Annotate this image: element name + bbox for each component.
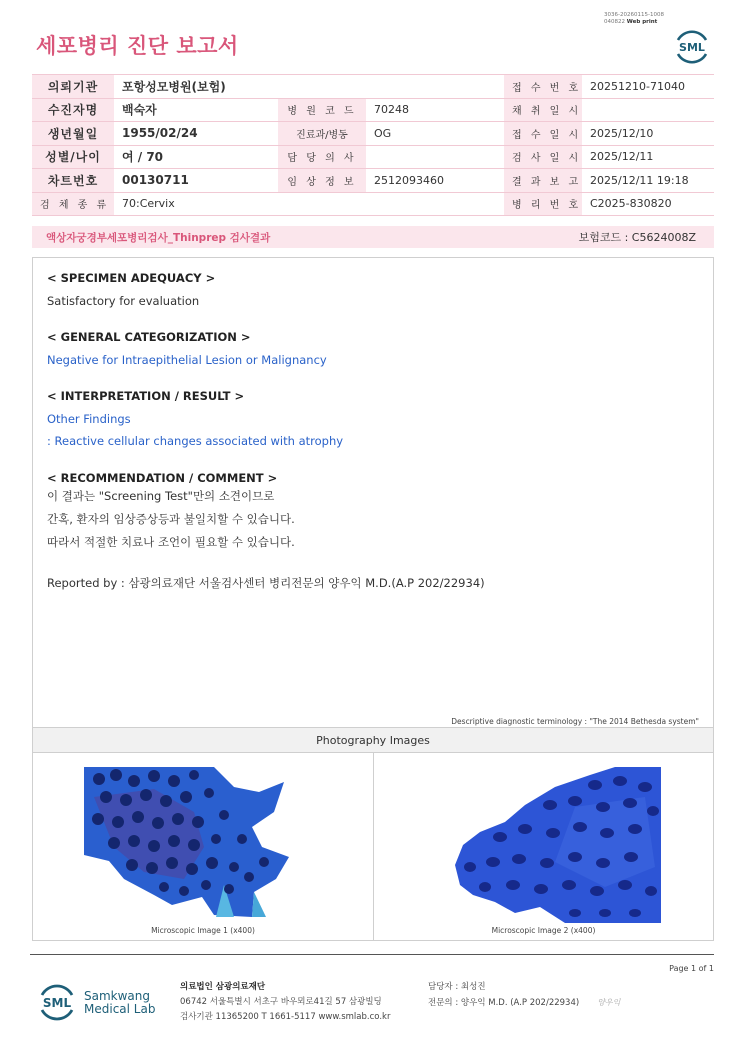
referring-hospital-value: 포항성모병원(보험) bbox=[114, 75, 504, 99]
birth-date-label: 생년월일 bbox=[32, 122, 114, 146]
specimen-adequacy-section bbox=[47, 271, 215, 308]
patient-info-table bbox=[32, 74, 714, 216]
photo-gallery bbox=[32, 753, 714, 941]
department-label: 진료과/병동 bbox=[278, 122, 366, 146]
info-row bbox=[32, 169, 714, 193]
test-date-value: 2025/12/11 bbox=[582, 145, 714, 169]
photo-heading: Photography Images bbox=[32, 727, 714, 753]
clinical-info-value: 2512093460 bbox=[366, 169, 504, 193]
signature: 양우익 bbox=[597, 998, 621, 1007]
specimen-type-value: 70:Cervix bbox=[114, 192, 504, 216]
receipt-number-value: 20251210-71040 bbox=[582, 75, 714, 99]
specimen-type-label: 검 체 종 류 bbox=[32, 192, 114, 216]
result-report-value: 2025/12/11 19:18 bbox=[582, 169, 714, 193]
exam-bar bbox=[32, 226, 714, 248]
photo-caption-1: Microscopic Image 1 (x400) bbox=[151, 926, 255, 935]
print-id: 3036-20260115-1008 040822 Web print bbox=[604, 12, 664, 25]
info-row bbox=[32, 122, 714, 146]
specimen-adequacy-heading: < SPECIMEN ADEQUACY > bbox=[47, 271, 216, 285]
footer-organization bbox=[180, 980, 390, 1025]
pathology-number-label: 병 리 번 호 bbox=[504, 192, 582, 216]
hospital-code-value: 70248 bbox=[366, 98, 504, 122]
interpretation-section bbox=[47, 389, 343, 448]
svg-text:SML: SML bbox=[42, 996, 72, 1010]
sml-footer-logo bbox=[36, 980, 78, 1024]
specialist-line: 전문의 : 양우익 M.D. (A.P 202/22934) bbox=[428, 998, 580, 1008]
microscopic-image-1 bbox=[84, 767, 290, 923]
photo-cell-1 bbox=[33, 753, 373, 940]
insurance-code: 보험코드 : C5624008Z bbox=[578, 231, 696, 244]
sml-logo bbox=[672, 26, 712, 66]
pathology-number-value: C2025-830820 bbox=[582, 192, 714, 216]
general-categorization-text: Negative for Intraepithelial Lesion or Malignancy bbox=[47, 353, 327, 367]
interpretation-heading: < INTERPRETATION / RESULT > bbox=[47, 389, 245, 403]
recommendation-line: 이 결과는 "Screening Test"만의 소견이므로 bbox=[47, 489, 275, 503]
chart-number-label: 차트번호 bbox=[32, 169, 114, 193]
reported-by: Reported by : 삼광의료재단 서울검사센터 병리전문의 양우익 M.D.(A.P 202/22934) bbox=[47, 576, 485, 590]
microscopic-image-2 bbox=[455, 767, 661, 923]
physician-label: 담 당 의 사 bbox=[278, 145, 366, 169]
clinical-info-label: 임 상 정 보 bbox=[278, 169, 366, 193]
footer-staff bbox=[428, 980, 620, 1011]
page-number: Page 1 of 1 bbox=[669, 964, 714, 973]
footer-brand: Samkwang Medical Lab bbox=[84, 989, 156, 1016]
recommendation-line: 간혹, 환자의 임상증상등과 불일치할 수 있습니다. bbox=[47, 512, 295, 526]
exam-title: 액상자궁경부세포병리검사_Thinprep 검사결과 bbox=[46, 231, 271, 244]
hospital-code-label: 병 원 코 드 bbox=[278, 98, 366, 122]
info-row bbox=[32, 75, 714, 99]
photo-cell-2 bbox=[373, 753, 713, 940]
info-row bbox=[32, 145, 714, 169]
recommendation-heading: < RECOMMENDATION / COMMENT > bbox=[47, 471, 278, 485]
patient-name-label: 수진자명 bbox=[32, 98, 114, 122]
org-contact: 검사기관 11365200 T 1661-5117 www.smlab.co.kr bbox=[180, 1012, 391, 1022]
chart-number-value: 00130711 bbox=[114, 169, 278, 193]
collection-date-value bbox=[582, 98, 714, 122]
recommendation-section bbox=[47, 471, 295, 554]
svg-text:SML: SML bbox=[679, 41, 705, 54]
receipt-number-label: 접 수 번 호 bbox=[504, 75, 582, 99]
referring-hospital-label: 의뢰기관 bbox=[32, 75, 114, 99]
receipt-date-value: 2025/12/10 bbox=[582, 122, 714, 146]
result-report-label: 결 과 보 고 bbox=[504, 169, 582, 193]
receipt-date-label: 접 수 일 시 bbox=[504, 122, 582, 146]
general-categorization-heading: < GENERAL CATEGORIZATION > bbox=[47, 330, 251, 344]
report-body bbox=[32, 257, 714, 727]
department-value: OG bbox=[366, 122, 504, 146]
general-categorization-section bbox=[47, 330, 327, 367]
org-name: 의료법인 삼광의료재단 bbox=[180, 982, 266, 992]
collection-date-label: 채 취 일 시 bbox=[504, 98, 582, 122]
org-address: 06742 서울특별시 서초구 바우뫼로41길 57 삼광빌딩 bbox=[180, 997, 382, 1007]
info-row bbox=[32, 98, 714, 122]
footer-divider bbox=[30, 954, 714, 955]
interpretation-text-2: : Reactive cellular changes associated with atrophy bbox=[47, 434, 344, 448]
physician-value bbox=[366, 145, 504, 169]
test-date-label: 검 사 일 시 bbox=[504, 145, 582, 169]
recommendation-line: 따라서 적절한 치료나 조언이 필요할 수 있습니다. bbox=[47, 535, 295, 549]
photo-caption-2: Microscopic Image 2 (x400) bbox=[491, 926, 596, 935]
report-title: 세포병리 진단 보고서 bbox=[36, 34, 239, 58]
sex-age-label: 성별/나이 bbox=[32, 145, 114, 169]
interpretation-text-1: Other Findings bbox=[47, 412, 131, 426]
info-row bbox=[32, 192, 714, 216]
manager-line: 담당자 : 최성진 bbox=[428, 982, 486, 992]
patient-name-value: 백숙자 bbox=[114, 98, 278, 122]
terminology-note: Descriptive diagnostic terminology : "The 2014 Bethesda system" bbox=[451, 717, 699, 726]
birth-date-value: 1955/02/24 bbox=[114, 122, 278, 146]
specimen-adequacy-text: Satisfactory for evaluation bbox=[47, 294, 200, 308]
sex-age-value: 여 / 70 bbox=[114, 145, 278, 169]
